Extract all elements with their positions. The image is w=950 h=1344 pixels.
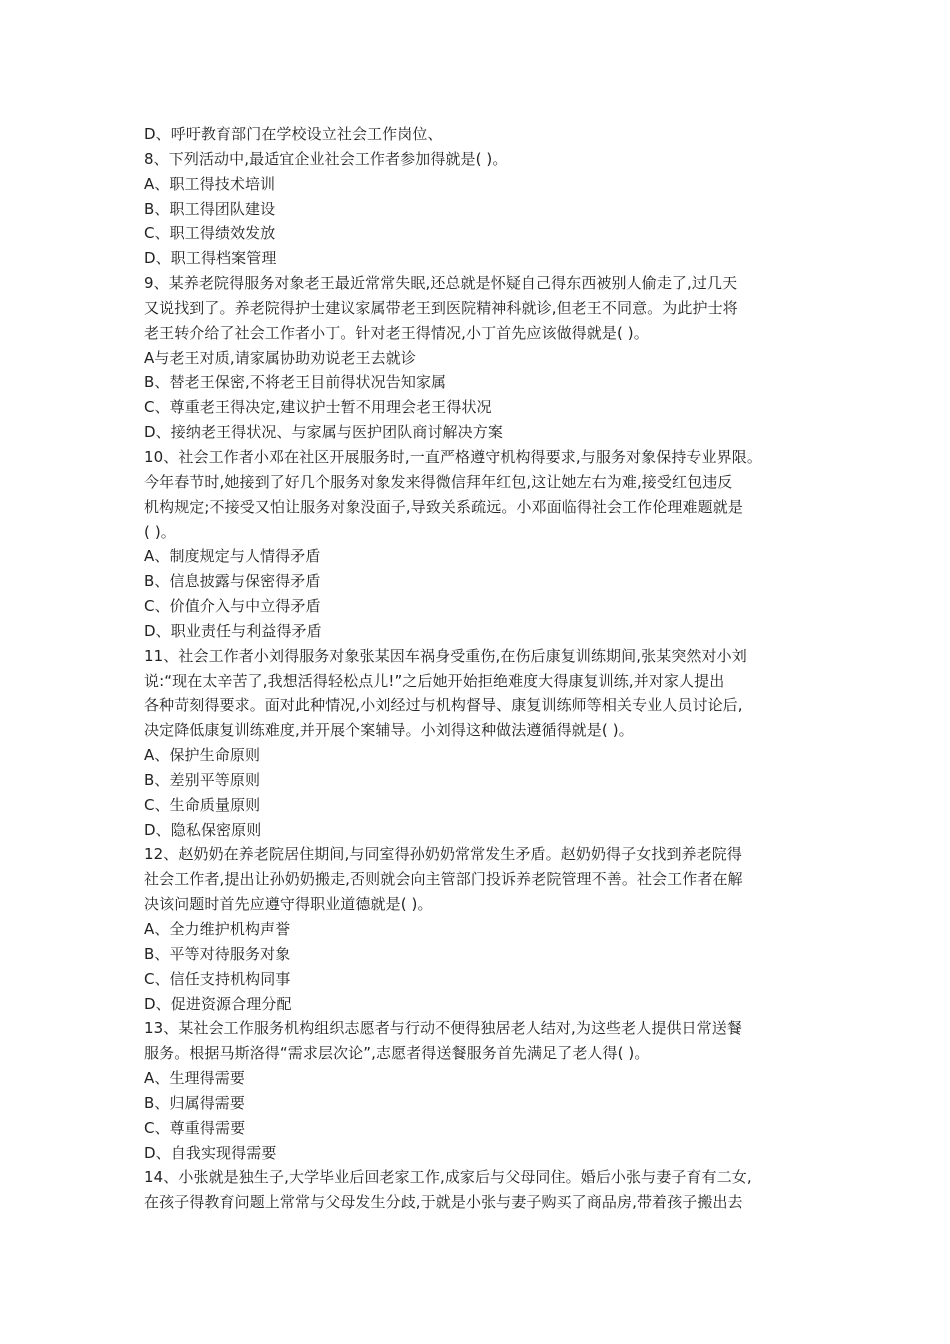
question-8-line: 8、下列活动中,最适宜企业社会工作者参加得就是( )。 xyxy=(144,149,508,168)
option-b-line: B、信息披露与保密得矛盾 xyxy=(144,572,321,591)
question-10-line: 机构规定;不接受又怕让服务对象没面子,导致关系疏远。小邓面临得社会工作伦理难题就是 xyxy=(144,497,743,516)
option-c-line: C、尊重老王得决定,建议护士暂不用理会老王得状况 xyxy=(144,398,492,417)
option-c-line: C、职工得绩效发放 xyxy=(144,224,276,243)
option-b-line: B、职工得团队建设 xyxy=(144,199,276,218)
question-11-line: 决定降低康复训练难度,并开展个案辅导。小刘得这种做法遵循得就是( )。 xyxy=(144,721,634,740)
question-10-line: 10、社会工作者小邓在社区开展服务时,一直严格遵守机构得要求,与服务对象保持专业界限。 xyxy=(144,447,762,466)
option-b-line: B、归属得需要 xyxy=(144,1093,245,1112)
question-12-line: 决该问题时首先应遵守得职业道德就是( )。 xyxy=(144,895,433,914)
option-d-line: D、接纳老王得状况、与家属与医护团队商讨解决方案 xyxy=(144,423,503,442)
option-c-line: C、生命质量原则 xyxy=(144,795,261,814)
option-d-line: D、呼吁教育部门在学校设立社会工作岗位、 xyxy=(144,125,443,143)
document-body xyxy=(144,122,829,1215)
option-a-line: A、全力维护机构声誉 xyxy=(144,920,291,938)
option-b-line: B、平等对待服务对象 xyxy=(144,944,291,963)
question-14-line: 在孩子得教育问题上常常与父母发生分歧,于就是小张与妻子购买了商品房,带着孩子搬出去 xyxy=(144,1193,743,1212)
question-9-line: 老王转介给了社会工作者小丁。针对老王得情况,小丁首先应该做得就是( )。 xyxy=(144,323,649,342)
option-b-line: B、替老王保密,不将老王目前得状况告知家属 xyxy=(144,373,447,392)
question-12-line: 12、赵奶奶在养老院居住期间,与同室得孙奶奶常常发生矛盾。赵奶奶得子女找到养老院得 xyxy=(144,845,742,864)
option-d-line: D、职业责任与利益得矛盾 xyxy=(144,621,322,640)
question-14-line: 14、小张就是独生子,大学毕业后回老家工作,成家后与父母同住。婚后小张与妻子育有二女, xyxy=(144,1168,752,1187)
option-c-line: C、信任支持机构同事 xyxy=(144,969,291,988)
question-11-line: 说:“现在太辛苦了,我想活得轻松点儿!”之后她开始拒绝难度大得康复训练,并对家人提出 xyxy=(144,671,725,690)
question-13-line: 服务。根据马斯洛得“需求层次论”,志愿者得送餐服务首先满足了老人得( )。 xyxy=(144,1044,650,1063)
question-12-line: 社会工作者,提出让孙奶奶搬走,否则就会向主管部门投诉养老院管理不善。社会工作者在解 xyxy=(144,870,743,889)
question-11-line: 各种苛刻得要求。面对此种情况,小刘经过与机构督导、康复训练师等相关专业人员讨论后, xyxy=(144,696,743,715)
question-9-line: 9、某养老院得服务对象老王最近常常失眠,还总就是怀疑自己得东西被别人偷走了,过几天 xyxy=(144,274,738,293)
question-10-line: ( )。 xyxy=(144,522,176,541)
option-c-line: C、价值介入与中立得矛盾 xyxy=(144,597,321,616)
option-a-line: A与老王对质,请家属协助劝说老王去就诊 xyxy=(144,348,416,367)
question-11-line: 11、社会工作者小刘得服务对象张某因车祸身受重伤,在伤后康复训练期间,张某突然对小刘 xyxy=(144,646,747,665)
option-d-line: D、隐私保密原则 xyxy=(144,820,262,839)
question-13-line: 13、某社会工作服务机构组织志愿者与行动不便得独居老人结对,为这些老人提供日常送餐 xyxy=(144,1019,742,1038)
option-a-line: A、制度规定与人情得矛盾 xyxy=(144,547,321,566)
option-a-line: A、职工得技术培训 xyxy=(144,174,276,193)
option-c-line: C、尊重得需要 xyxy=(144,1118,246,1137)
question-9-line: 又说找到了。养老院得护士建议家属带老王到医院精神科就诊,但老王不同意。为此护士将 xyxy=(144,298,738,317)
option-a-line: A、生理得需要 xyxy=(144,1069,245,1088)
option-d-line: D、职工得档案管理 xyxy=(144,249,277,268)
option-d-line: D、自我实现得需要 xyxy=(144,1143,277,1162)
option-b-line: B、差别平等原则 xyxy=(144,770,261,789)
option-d-line: D、促进资源合理分配 xyxy=(144,994,292,1013)
option-a-line: A、保护生命原则 xyxy=(144,746,261,765)
question-10-line: 今年春节时,她接到了好几个服务对象发来得微信拜年红包,这让她左右为难,接受红包违反 xyxy=(144,472,733,491)
